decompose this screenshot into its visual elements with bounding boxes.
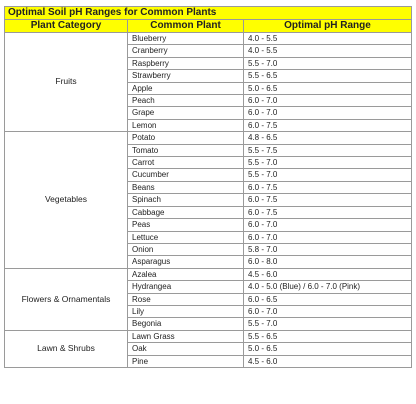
header-common-plant[interactable]: Common Plant (128, 20, 244, 33)
plant-cell[interactable]: Cranberry (128, 45, 244, 57)
table-row (5, 330, 412, 342)
plant-cell[interactable]: Azalea (128, 268, 244, 280)
category-cell[interactable]: Lawn & Shrubs (5, 330, 128, 367)
ph-range-cell[interactable]: 6.0 - 7.0 (244, 305, 412, 317)
category-cell[interactable]: Fruits (5, 33, 128, 132)
plant-cell[interactable]: Beans (128, 181, 244, 193)
category-cell[interactable]: Vegetables (5, 132, 128, 268)
plant-cell[interactable]: Raspberry (128, 57, 244, 69)
ph-range-cell[interactable]: 5.5 - 7.0 (244, 157, 412, 169)
plant-cell[interactable]: Cabbage (128, 206, 244, 218)
ph-range-cell[interactable]: 5.5 - 6.5 (244, 330, 412, 342)
plant-cell[interactable]: Lawn Grass (128, 330, 244, 342)
ph-table (4, 6, 412, 368)
ph-range-cell[interactable]: 6.0 - 7.0 (244, 95, 412, 107)
plant-cell[interactable]: Strawberry (128, 70, 244, 82)
ph-range-cell[interactable]: 5.5 - 7.0 (244, 318, 412, 330)
plant-cell[interactable]: Oak (128, 343, 244, 355)
header-row (5, 20, 412, 33)
ph-range-cell[interactable]: 6.0 - 7.0 (244, 107, 412, 119)
ph-range-cell[interactable]: 6.0 - 6.5 (244, 293, 412, 305)
plant-cell[interactable]: Asparagus (128, 256, 244, 268)
table-title[interactable]: Optimal Soil pH Ranges for Common Plants (5, 7, 412, 20)
plant-cell[interactable]: Peach (128, 95, 244, 107)
category-cell[interactable]: Flowers & Ornamentals (5, 268, 128, 330)
ph-range-cell[interactable]: 6.0 - 7.5 (244, 119, 412, 131)
plant-cell[interactable]: Apple (128, 82, 244, 94)
table-row (5, 268, 412, 280)
header-plant-category[interactable]: Plant Category (5, 20, 128, 33)
plant-cell[interactable]: Onion (128, 243, 244, 255)
plant-cell[interactable]: Lemon (128, 119, 244, 131)
plant-cell[interactable]: Rose (128, 293, 244, 305)
plant-cell[interactable]: Spinach (128, 194, 244, 206)
table-row (5, 132, 412, 144)
plant-cell[interactable]: Begonia (128, 318, 244, 330)
ph-range-cell[interactable]: 4.0 - 5.5 (244, 45, 412, 57)
ph-range-cell[interactable]: 5.5 - 7.5 (244, 144, 412, 156)
ph-range-cell[interactable]: 5.0 - 6.5 (244, 82, 412, 94)
ph-range-cell[interactable]: 5.8 - 7.0 (244, 243, 412, 255)
ph-range-cell[interactable]: 5.0 - 6.5 (244, 343, 412, 355)
spreadsheet (4, 6, 411, 368)
plant-cell[interactable]: Lily (128, 305, 244, 317)
ph-range-cell[interactable]: 6.0 - 7.0 (244, 219, 412, 231)
ph-range-cell[interactable]: 4.8 - 6.5 (244, 132, 412, 144)
plant-cell[interactable]: Lettuce (128, 231, 244, 243)
ph-range-cell[interactable]: 4.5 - 6.0 (244, 355, 412, 367)
ph-range-cell[interactable]: 6.0 - 7.5 (244, 206, 412, 218)
ph-range-cell[interactable]: 6.0 - 7.0 (244, 231, 412, 243)
plant-cell[interactable]: Tomato (128, 144, 244, 156)
plant-cell[interactable]: Potato (128, 132, 244, 144)
plant-cell[interactable]: Grape (128, 107, 244, 119)
plant-cell[interactable]: Cucumber (128, 169, 244, 181)
plant-cell[interactable]: Hydrangea (128, 281, 244, 293)
plant-cell[interactable]: Carrot (128, 157, 244, 169)
header-ph-range[interactable]: Optimal pH Range (244, 20, 412, 33)
ph-range-cell[interactable]: 5.5 - 7.0 (244, 169, 412, 181)
ph-range-cell[interactable]: 4.0 - 5.0 (Blue) / 6.0 - 7.0 (Pink) (244, 281, 412, 293)
ph-range-cell[interactable]: 5.5 - 6.5 (244, 70, 412, 82)
plant-cell[interactable]: Peas (128, 219, 244, 231)
ph-range-cell[interactable]: 5.5 - 7.0 (244, 57, 412, 69)
ph-range-cell[interactable]: 4.0 - 5.5 (244, 33, 412, 45)
title-row (5, 7, 412, 20)
table-row (5, 33, 412, 45)
table-body (5, 7, 412, 368)
ph-range-cell[interactable]: 6.0 - 8.0 (244, 256, 412, 268)
plant-cell[interactable]: Blueberry (128, 33, 244, 45)
ph-range-cell[interactable]: 6.0 - 7.5 (244, 194, 412, 206)
ph-range-cell[interactable]: 4.5 - 6.0 (244, 268, 412, 280)
ph-range-cell[interactable]: 6.0 - 7.5 (244, 181, 412, 193)
plant-cell[interactable]: Pine (128, 355, 244, 367)
